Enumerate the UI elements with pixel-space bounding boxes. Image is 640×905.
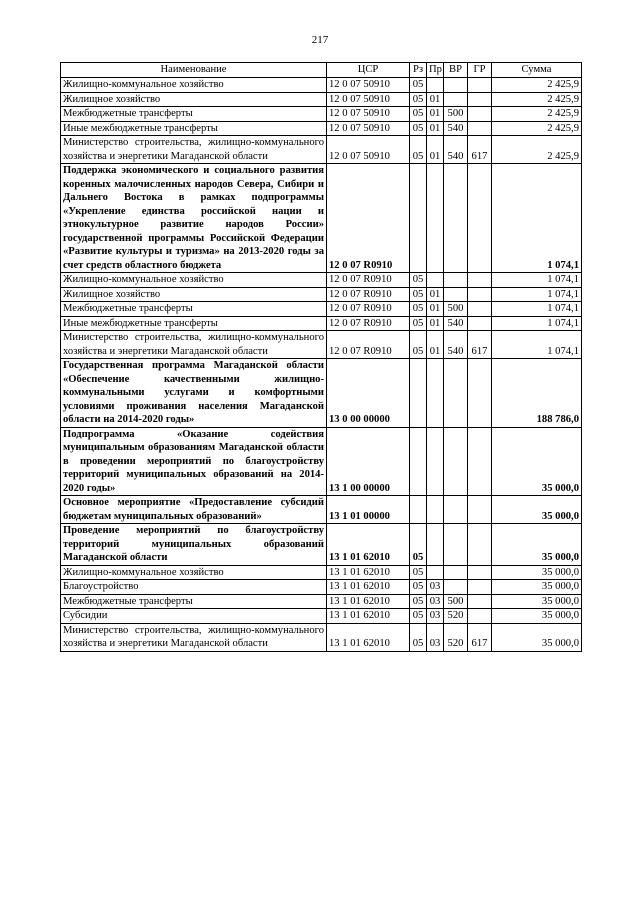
cell-rz: 05: [410, 623, 427, 651]
cell-gr: 617: [468, 331, 492, 359]
cell-vr: 540: [444, 316, 468, 331]
cell-rz: 05: [410, 580, 427, 595]
cell-name: Поддержка экономического и социального развития коренных малочисленных народов Севера, Сибири и Дальнего Востока в рамках подпрограммы «Укрепление единства российской нации и этнокультурное развитие народов России» государственной программы Российской Федерации «Развитие культуры и туризма» на 2013-2020 годы за счет средств областного бюджета: [61, 164, 327, 273]
cell-pr: 01: [427, 107, 444, 122]
cell-vr: 540: [444, 121, 468, 136]
col-header-csr: ЦСР: [327, 63, 410, 78]
cell-gr: [468, 427, 492, 496]
table-row: [61, 164, 582, 273]
cell-rz: 05: [410, 565, 427, 580]
cell-vr: [444, 359, 468, 428]
cell-vr: [444, 287, 468, 302]
cell-csr: 12 0 07 R0910: [327, 331, 410, 359]
cell-pr: [427, 78, 444, 93]
cell-name: Жилищно-коммунальное хозяйство: [61, 273, 327, 288]
cell-sum: 2 425,9: [492, 136, 582, 164]
cell-name: Министерство строительства, жилищно-коммунального хозяйства и энергетики Магаданской области: [61, 623, 327, 651]
col-header-pr: Пр: [427, 63, 444, 78]
cell-rz: [410, 496, 427, 524]
cell-name: Министерство строительства, жилищно-коммунального хозяйства и энергетики Магаданской области: [61, 136, 327, 164]
cell-rz: 05: [410, 136, 427, 164]
cell-gr: [468, 496, 492, 524]
cell-csr: 13 1 00 00000: [327, 427, 410, 496]
page-number: 217: [311, 34, 329, 46]
table-row: [61, 623, 582, 651]
table-row: [61, 107, 582, 122]
cell-pr: 03: [427, 609, 444, 624]
cell-csr: 12 0 07 50910: [327, 121, 410, 136]
cell-vr: [444, 565, 468, 580]
cell-name: Иные межбюджетные трансферты: [61, 316, 327, 331]
cell-vr: [444, 580, 468, 595]
cell-vr: 520: [444, 609, 468, 624]
table-row: [61, 331, 582, 359]
col-header-name: Наименование: [61, 63, 327, 78]
table-body: [61, 78, 582, 652]
cell-vr: [444, 164, 468, 273]
cell-sum: 2 425,9: [492, 107, 582, 122]
cell-sum: 35 000,0: [492, 565, 582, 580]
cell-pr: 01: [427, 287, 444, 302]
cell-vr: 500: [444, 594, 468, 609]
cell-name: Межбюджетные трансферты: [61, 107, 327, 122]
cell-vr: [444, 92, 468, 107]
cell-pr: [427, 524, 444, 566]
cell-sum: 35 000,0: [492, 623, 582, 651]
cell-gr: [468, 78, 492, 93]
cell-name: Основное мероприятие «Предоставление субсидий бюджетам муниципальных образований»: [61, 496, 327, 524]
table-row: [61, 136, 582, 164]
cell-sum: 1 074,1: [492, 331, 582, 359]
cell-gr: [468, 287, 492, 302]
cell-name: Государственная программа Магаданской области «Обеспечение качественными жилищно-коммунальными услугами и комфортными условиями проживания населения Магаданской области на 2014-2020 годы»: [61, 359, 327, 428]
table-row: [61, 580, 582, 595]
table-row: [61, 78, 582, 93]
cell-vr: [444, 427, 468, 496]
cell-csr: 13 1 01 62010: [327, 623, 410, 651]
cell-pr: 03: [427, 580, 444, 595]
col-header-sum: Сумма: [492, 63, 582, 78]
cell-rz: 05: [410, 121, 427, 136]
cell-rz: 05: [410, 92, 427, 107]
table-row: [61, 302, 582, 317]
table-row: [61, 565, 582, 580]
cell-vr: [444, 524, 468, 566]
cell-pr: 01: [427, 316, 444, 331]
cell-pr: 03: [427, 623, 444, 651]
cell-rz: 05: [410, 594, 427, 609]
col-header-gr: ГР: [468, 63, 492, 78]
table-row: [61, 287, 582, 302]
cell-csr: 12 0 07 R0910: [327, 302, 410, 317]
table-row: [61, 524, 582, 566]
cell-pr: [427, 359, 444, 428]
table-row: [61, 92, 582, 107]
cell-name: Министерство строительства, жилищно-коммунального хозяйства и энергетики Магаданской области: [61, 331, 327, 359]
cell-sum: 35 000,0: [492, 580, 582, 595]
cell-gr: [468, 107, 492, 122]
cell-pr: [427, 496, 444, 524]
cell-sum: 2 425,9: [492, 92, 582, 107]
cell-csr: 12 0 07 R0910: [327, 316, 410, 331]
cell-gr: [468, 302, 492, 317]
cell-name: Проведение мероприятий по благоустройству территорий муниципальных образований Магаданской области: [61, 524, 327, 566]
cell-csr: 13 1 01 62010: [327, 609, 410, 624]
cell-pr: 03: [427, 594, 444, 609]
cell-sum: 188 786,0: [492, 359, 582, 428]
cell-name: Подпрограмма «Оказание содействия муниципальным образованиям Магаданской области в проведении мероприятий по благоустройству территорий муниципальных образований на 2014-2020 годы»: [61, 427, 327, 496]
cell-rz: [410, 164, 427, 273]
cell-csr: 13 1 01 62010: [327, 594, 410, 609]
cell-pr: [427, 427, 444, 496]
cell-sum: 1 074,1: [492, 164, 582, 273]
cell-name: Межбюджетные трансферты: [61, 302, 327, 317]
cell-vr: [444, 496, 468, 524]
cell-vr: 540: [444, 136, 468, 164]
cell-gr: [468, 565, 492, 580]
cell-name: Жилищно-коммунальное хозяйство: [61, 78, 327, 93]
cell-gr: [468, 92, 492, 107]
cell-name: Жилищное хозяйство: [61, 287, 327, 302]
cell-gr: [468, 609, 492, 624]
table-row: [61, 609, 582, 624]
cell-gr: [468, 594, 492, 609]
cell-pr: 01: [427, 136, 444, 164]
cell-csr: 13 1 01 62010: [327, 565, 410, 580]
cell-gr: [468, 164, 492, 273]
cell-gr: [468, 273, 492, 288]
cell-gr: 617: [468, 136, 492, 164]
cell-pr: 01: [427, 121, 444, 136]
cell-pr: [427, 164, 444, 273]
cell-pr: 01: [427, 302, 444, 317]
cell-vr: 500: [444, 107, 468, 122]
cell-csr: 12 0 07 R0910: [327, 273, 410, 288]
cell-csr: 13 1 01 00000: [327, 496, 410, 524]
table-row: [61, 496, 582, 524]
cell-pr: [427, 273, 444, 288]
cell-vr: 520: [444, 623, 468, 651]
cell-csr: 12 0 07 50910: [327, 136, 410, 164]
cell-sum: 1 074,1: [492, 273, 582, 288]
cell-csr: 12 0 07 R0910: [327, 287, 410, 302]
cell-sum: 2 425,9: [492, 78, 582, 93]
cell-csr: 13 1 01 62010: [327, 524, 410, 566]
cell-pr: [427, 565, 444, 580]
cell-rz: 05: [410, 287, 427, 302]
cell-csr: 12 0 07 R0910: [327, 164, 410, 273]
cell-sum: 35 000,0: [492, 524, 582, 566]
cell-rz: 05: [410, 302, 427, 317]
cell-vr: [444, 78, 468, 93]
cell-gr: [468, 359, 492, 428]
cell-csr: 13 1 01 62010: [327, 580, 410, 595]
cell-rz: [410, 427, 427, 496]
col-header-vr: ВР: [444, 63, 468, 78]
cell-csr: 12 0 07 50910: [327, 107, 410, 122]
cell-gr: [468, 524, 492, 566]
cell-rz: 05: [410, 273, 427, 288]
cell-sum: 35 000,0: [492, 609, 582, 624]
cell-rz: 05: [410, 331, 427, 359]
cell-gr: [468, 121, 492, 136]
cell-vr: [444, 273, 468, 288]
cell-name: Благоустройство: [61, 580, 327, 595]
table-row: [61, 359, 582, 428]
cell-name: Жилищное хозяйство: [61, 92, 327, 107]
cell-gr: 617: [468, 623, 492, 651]
cell-sum: 1 074,1: [492, 302, 582, 317]
cell-rz: 05: [410, 316, 427, 331]
cell-sum: 1 074,1: [492, 316, 582, 331]
table-row: [61, 316, 582, 331]
cell-rz: 05: [410, 107, 427, 122]
cell-name: Иные межбюджетные трансферты: [61, 121, 327, 136]
cell-csr: 13 0 00 00000: [327, 359, 410, 428]
cell-rz: 05: [410, 524, 427, 566]
cell-gr: [468, 580, 492, 595]
cell-sum: 35 000,0: [492, 427, 582, 496]
cell-sum: 2 425,9: [492, 121, 582, 136]
budget-table: [60, 62, 582, 652]
table-row: [61, 427, 582, 496]
cell-vr: 500: [444, 302, 468, 317]
cell-csr: 12 0 07 50910: [327, 92, 410, 107]
table-row: [61, 594, 582, 609]
table-row: [61, 273, 582, 288]
cell-gr: [468, 316, 492, 331]
cell-sum: 35 000,0: [492, 594, 582, 609]
cell-sum: 35 000,0: [492, 496, 582, 524]
cell-csr: 12 0 07 50910: [327, 78, 410, 93]
cell-name: Жилищно-коммунальное хозяйство: [61, 565, 327, 580]
cell-rz: 05: [410, 609, 427, 624]
cell-pr: 01: [427, 331, 444, 359]
cell-name: Межбюджетные трансферты: [61, 594, 327, 609]
cell-rz: [410, 359, 427, 428]
cell-rz: 05: [410, 78, 427, 93]
cell-sum: 1 074,1: [492, 287, 582, 302]
col-header-rz: Рз: [410, 63, 427, 78]
table-header-row: [61, 63, 582, 78]
cell-pr: 01: [427, 92, 444, 107]
cell-vr: 540: [444, 331, 468, 359]
table-row: [61, 121, 582, 136]
cell-name: Субсидии: [61, 609, 327, 624]
